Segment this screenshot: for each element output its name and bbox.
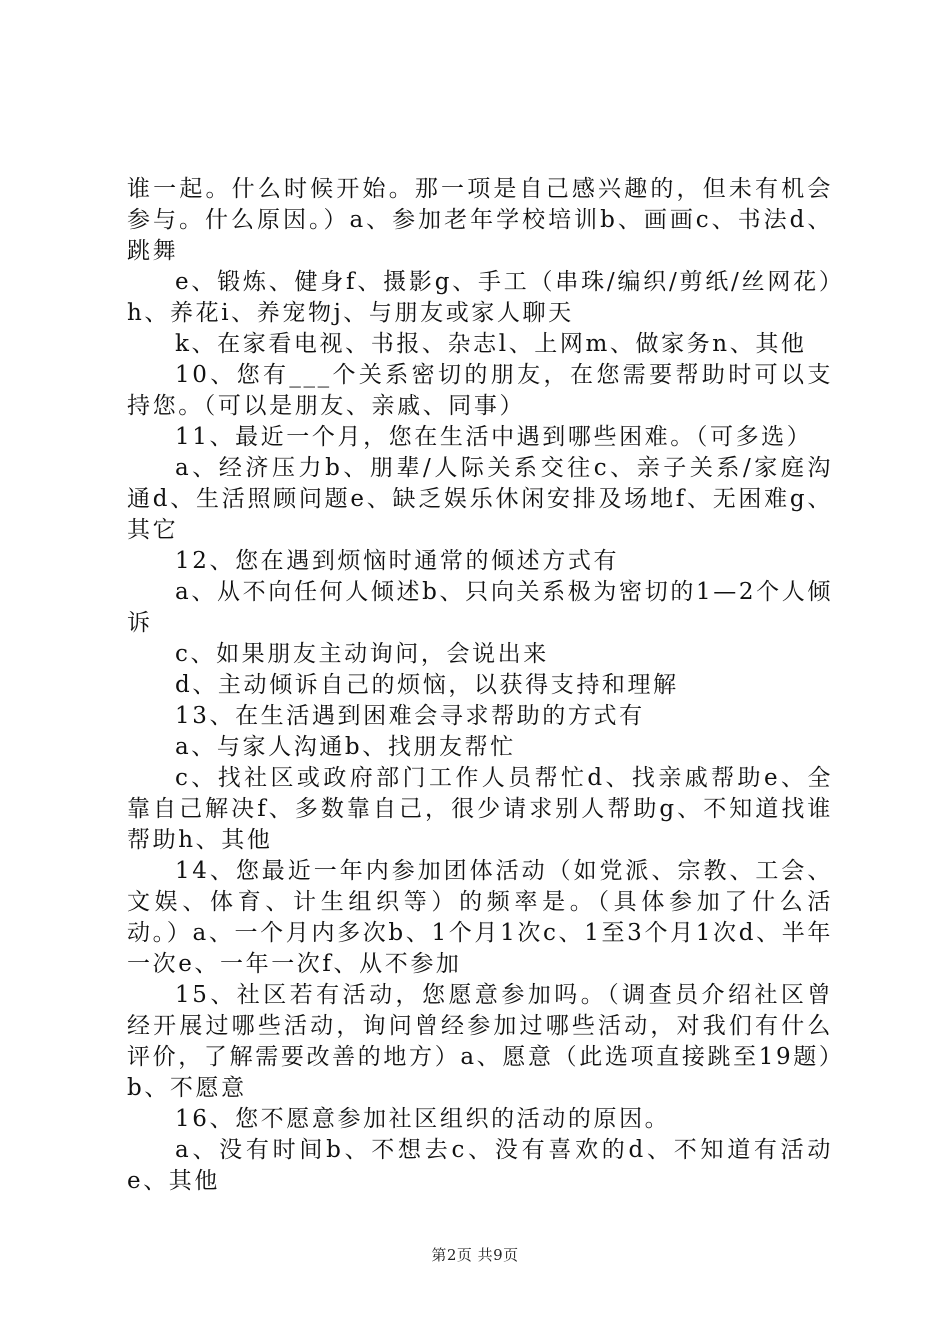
paragraph-1: 谁一起。什么时候开始。那一项是自己感兴趣的，但未有机会参与。什么原因。）a、参加老年学校培训b、画画c、书法d、跳舞 [127, 176, 833, 264]
question-13-options-rest: c、找社区或政府部门工作人员帮忙d、找亲戚帮助e、全靠自己解决f、多数靠自己，很少请求别人帮助g、不知道找谁帮助h、其他 [127, 765, 833, 853]
question-12-option-c: c、如果朋友主动询问，会说出来 [175, 641, 549, 667]
question-13: 13、在生活遇到困难会寻求帮助的方式有 [175, 703, 645, 729]
paragraph-2: e、锻炼、健身f、摄影g、手工（串珠/编织/剪纸/丝网花）h、养花i、养宠物j、与朋友或家人聊天 [127, 269, 833, 326]
question-12-option-ab: a、从不向任何人倾述b、只向关系极为密切的1—2个人倾诉 [127, 579, 833, 636]
question-14: 14、您最近一年内参加团体活动（如党派、宗教、工会、文娱、体育、计生组织等）的频率是。（具体参加了什么活动。）a、一个月内多次b、1个月1次c、1至3个月1次d、半年一次e、一年一次f、从不参加 [127, 858, 833, 977]
question-16-options: a、没有时间b、不想去c、没有喜欢的d、不知道有活动e、其他 [127, 1137, 833, 1194]
question-15: 15、社区若有活动，您愿意参加吗。（调查员介绍社区曾经开展过哪些活动，询问曾经参加过哪些活动，对我们有什么评价，了解需要改善的地方）a、愿意（此选项直接跳至19题）b、不愿意 [127, 982, 833, 1101]
question-11-options: a、经济压力b、朋辈/人际关系交往c、亲子关系/家庭沟通d、生活照顾问题e、缺乏娱乐休闲安排及场地f、无困难g、其它 [127, 455, 833, 543]
document-body [127, 174, 833, 1197]
question-16: 16、您不愿意参加社区组织的活动的原因。 [175, 1106, 671, 1132]
question-12: 12、您在遇到烦恼时通常的倾述方式有 [175, 548, 620, 574]
question-13-option-ab: a、与家人沟通b、找朋友帮忙 [175, 734, 516, 760]
question-10: 10、您有___个关系密切的朋友，在您需要帮助时可以支持您。（可以是朋友、亲戚、同事） [127, 362, 833, 419]
paragraph-3: k、在家看电视、书报、杂志l、上网m、做家务n、其他 [175, 331, 807, 357]
question-12-option-d: d、主动倾诉自己的烦恼，以获得支持和理解 [175, 672, 679, 698]
page-footer: 第2页 共9页 [431, 1246, 519, 1264]
question-11: 11、最近一个月，您在生活中遇到哪些困难。（可多选） [175, 424, 813, 450]
